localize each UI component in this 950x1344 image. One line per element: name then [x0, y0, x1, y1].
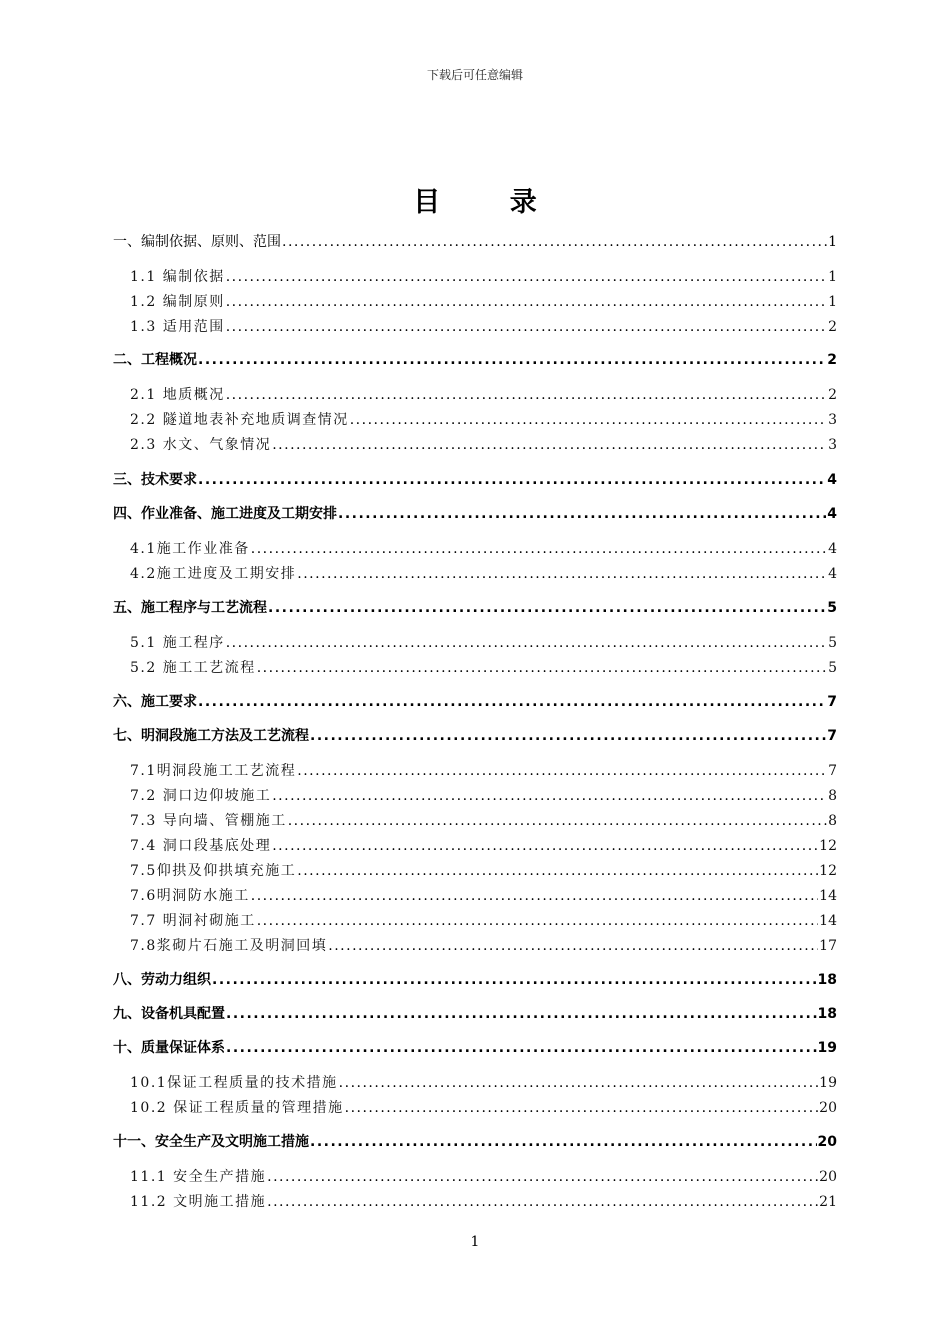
- toc-leader-dots: [198, 694, 826, 710]
- toc-entry-label: 十一、安全生产及文明施工措施: [113, 1134, 309, 1150]
- toc-chapter-entry[interactable]: [113, 352, 837, 368]
- toc-section-entry[interactable]: [113, 838, 837, 854]
- toc-leader-dots: [297, 863, 818, 879]
- toc-leader-dots: [198, 472, 826, 488]
- toc-entry-label: 10.1保证工程质量的技术措施: [130, 1075, 338, 1091]
- toc-entry-label: 11.1 安全生产措施: [130, 1169, 267, 1185]
- toc-section-entry[interactable]: [113, 863, 837, 879]
- toc-entry-page: 5: [828, 660, 837, 676]
- toc-leader-dots: [226, 294, 827, 310]
- toc-chapter-entry[interactable]: [113, 1006, 837, 1022]
- toc-entry-page: 2: [827, 352, 837, 368]
- toc-entry-page: 2: [828, 319, 837, 335]
- toc-entry-label: 7.3 导向墙、管棚施工: [130, 813, 287, 829]
- toc-section-entry[interactable]: [113, 412, 837, 428]
- toc-entry-label: 11.2 文明施工措施: [130, 1194, 267, 1210]
- toc-section-entry[interactable]: [113, 788, 837, 804]
- toc-leader-dots: [257, 660, 827, 676]
- toc-leader-dots: [226, 387, 827, 403]
- toc-chapter-entry[interactable]: [113, 472, 837, 488]
- toc-entry-label: 4.2施工进度及工期安排: [130, 566, 297, 582]
- toc-entry-page: 18: [817, 972, 837, 988]
- toc-section-entry[interactable]: [113, 635, 837, 651]
- toc-entry-page: 20: [819, 1100, 837, 1116]
- toc-leader-dots: [226, 635, 827, 651]
- toc-section-entry[interactable]: [113, 888, 837, 904]
- toc-section-entry[interactable]: [113, 813, 837, 829]
- toc-leader-dots: [268, 600, 826, 616]
- toc-chapter-entry[interactable]: [113, 1040, 837, 1056]
- toc-entry-label: 三、技术要求: [113, 472, 197, 488]
- toc-leader-dots: [226, 1006, 817, 1022]
- toc-entry-page: 4: [827, 472, 837, 488]
- toc-entry-page: 19: [817, 1040, 837, 1056]
- toc-entry-page: 12: [819, 838, 837, 854]
- toc-leader-dots: [272, 788, 827, 804]
- toc-entry-label: 九、设备机具配置: [113, 1006, 225, 1022]
- toc-leader-dots: [310, 1134, 817, 1150]
- toc-entry-label: 七、明洞段施工方法及工艺流程: [113, 728, 309, 744]
- toc-entry-label: 7.2 洞口边仰坡施工: [130, 788, 272, 804]
- toc-leader-dots: [345, 1100, 819, 1116]
- toc-leader-dots: [339, 1075, 819, 1091]
- toc-leader-dots: [272, 437, 827, 453]
- toc-leader-dots: [310, 728, 826, 744]
- toc-entry-page: 8: [828, 788, 837, 804]
- toc-entry-page: 3: [828, 437, 837, 453]
- header-note: 下载后可任意编辑: [426, 68, 523, 82]
- toc-section-entry[interactable]: [113, 660, 837, 676]
- toc-entry-label: 7.1明洞段施工工艺流程: [130, 763, 297, 779]
- toc-entry-label: 二、工程概况: [113, 352, 197, 368]
- toc-entry-label: 一、编制依据、原则、范围: [113, 234, 281, 250]
- toc-entry-page: 4: [828, 566, 837, 582]
- toc-section-entry[interactable]: [113, 566, 837, 582]
- toc-entry-page: 7: [827, 694, 837, 710]
- toc-entry-label: 十、质量保证体系: [113, 1040, 225, 1056]
- toc-section-entry[interactable]: [113, 294, 837, 310]
- toc-section-entry[interactable]: [113, 1075, 837, 1091]
- toc-leader-dots: [257, 913, 818, 929]
- toc-leader-dots: [272, 838, 818, 854]
- toc-entry-page: 17: [819, 938, 837, 954]
- toc-entry-page: 4: [827, 506, 837, 522]
- toc-entry-page: 20: [819, 1169, 837, 1185]
- toc-entry-label: 7.5仰拱及仰拱填充施工: [130, 863, 297, 879]
- toc-leader-dots: [288, 813, 827, 829]
- toc-leader-dots: [198, 352, 826, 368]
- toc-section-entry[interactable]: [113, 763, 837, 779]
- toc-entry-page: 8: [828, 813, 837, 829]
- toc-entry-page: 3: [828, 412, 837, 428]
- toc-entry-page: 14: [819, 913, 837, 929]
- toc-entry-label: 10.2 保证工程质量的管理措施: [130, 1100, 344, 1116]
- toc-leader-dots: [297, 763, 827, 779]
- toc-entry-label: 八、劳动力组织: [113, 972, 211, 988]
- toc-leader-dots: [350, 412, 827, 428]
- toc-chapter-entry[interactable]: [113, 694, 837, 710]
- toc-entry-label: 六、施工要求: [113, 694, 197, 710]
- toc-entry-label: 7.6明洞防水施工: [130, 888, 250, 904]
- toc-entry-label: 5.2 施工工艺流程: [130, 660, 256, 676]
- toc-entry-page: 21: [819, 1194, 837, 1210]
- toc-leader-dots: [267, 1169, 818, 1185]
- toc-section-entry[interactable]: [113, 913, 837, 929]
- toc-entry-page: 1: [828, 234, 837, 250]
- toc-section-entry[interactable]: [113, 437, 837, 453]
- toc-entry-page: 19: [819, 1075, 837, 1091]
- toc-entry-page: 2: [828, 387, 837, 403]
- toc-section-entry[interactable]: [113, 269, 837, 285]
- toc-section-entry[interactable]: [113, 387, 837, 403]
- toc-chapter-entry[interactable]: [113, 506, 837, 522]
- toc-leader-dots: [226, 1040, 817, 1056]
- page-number: 1: [470, 1234, 480, 1250]
- toc-leader-dots: [212, 972, 817, 988]
- toc-entry-label: 1.2 编制原则: [130, 294, 225, 310]
- toc-entry-page: 4: [828, 541, 837, 557]
- toc-section-entry[interactable]: [113, 541, 837, 557]
- toc-leader-dots: [328, 938, 818, 954]
- toc-leader-dots: [226, 269, 827, 285]
- toc-entry-page: 18: [817, 1006, 837, 1022]
- toc-entry-label: 2.3 水文、气象情况: [130, 437, 272, 453]
- toc-entry-page: 1: [828, 294, 837, 310]
- toc-entry-label: 5.1 施工程序: [130, 635, 225, 651]
- toc-entry-page: 7: [827, 728, 837, 744]
- toc-entry-label: 2.1 地质概况: [130, 387, 225, 403]
- toc-chapter-entry[interactable]: [113, 600, 837, 616]
- toc-entry-page: 12: [819, 863, 837, 879]
- toc-section-entry[interactable]: [113, 938, 837, 954]
- toc-leader-dots: [338, 506, 826, 522]
- toc-entry-page: 14: [819, 888, 837, 904]
- toc-section-entry[interactable]: [113, 1194, 837, 1210]
- toc-entry-page: 1: [828, 269, 837, 285]
- toc-section-entry[interactable]: [113, 1169, 837, 1185]
- toc-leader-dots: [267, 1194, 818, 1210]
- toc-leader-dots: [251, 888, 818, 904]
- toc-leader-dots: [226, 319, 827, 335]
- toc-entry-label: 7.4 洞口段基底处理: [130, 838, 272, 854]
- toc-leader-dots: [251, 541, 827, 557]
- toc-leader-dots: [297, 566, 827, 582]
- toc-chapter-entry[interactable]: [113, 1134, 837, 1150]
- toc-entry-label: 7.7 明洞衬砌施工: [130, 913, 256, 929]
- toc-chapter-entry[interactable]: [113, 972, 837, 988]
- toc-entry-label: 1.3 适用范围: [130, 319, 225, 335]
- toc-entry-label: 7.8浆砌片石施工及明洞回填: [130, 938, 328, 954]
- toc-chapter-entry[interactable]: [113, 728, 837, 744]
- toc-leader-dots: [282, 234, 827, 250]
- toc-section-entry[interactable]: [113, 319, 837, 335]
- toc-entry-label: 四、作业准备、施工进度及工期安排: [113, 506, 337, 522]
- page-title: 目 录: [413, 187, 567, 218]
- toc-section-entry[interactable]: [113, 1100, 837, 1116]
- toc-entry-label: 五、施工程序与工艺流程: [113, 600, 267, 616]
- toc-entry-page: 5: [828, 635, 837, 651]
- toc-entry-label: 4.1施工作业准备: [130, 541, 250, 557]
- toc-entry-label: 2.2 隧道地表补充地质调查情况: [130, 412, 349, 428]
- toc-entry-page: 5: [827, 600, 837, 616]
- toc-entry-page: 7: [828, 763, 837, 779]
- toc-entry-label: 1.1 编制依据: [130, 269, 225, 285]
- toc-entry-page: 20: [817, 1134, 837, 1150]
- toc-chapter-entry[interactable]: [113, 234, 837, 250]
